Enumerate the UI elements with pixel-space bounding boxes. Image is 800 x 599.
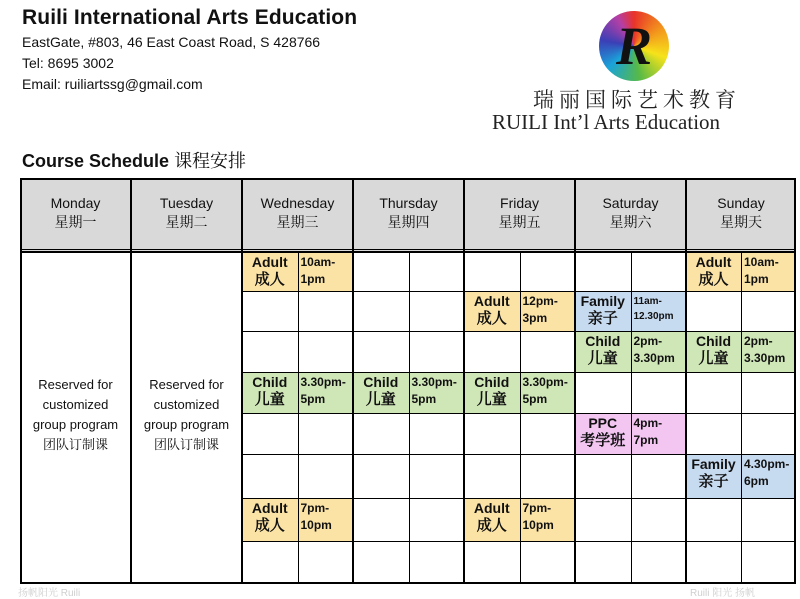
day-separator [352, 178, 354, 584]
day-name-cn: 星期二 [165, 214, 208, 230]
activity-cn: 考学班 [580, 432, 626, 449]
time-start: 7pm- [522, 501, 552, 515]
schedule-title-cn: 课程安排 [174, 151, 247, 171]
half-column-line [520, 252, 521, 584]
half-column-line [741, 252, 742, 584]
day-name-cn: 星期三 [276, 214, 319, 230]
reserved-line1: Reserved for [149, 377, 224, 392]
sun-adult-1-time [741, 252, 796, 291]
time-start: 7pm- [300, 501, 330, 515]
activity-cn: 儿童 [365, 391, 396, 408]
day-name-cn: 星期四 [387, 214, 430, 230]
day-name-cn: 星期六 [609, 214, 652, 230]
day-separator [463, 178, 465, 584]
wed-adult-2-activity [242, 498, 298, 541]
time-end: 10pm [300, 518, 332, 532]
activity-en: Child [363, 374, 399, 390]
time-end: 10pm [522, 518, 554, 532]
activity-en: Child [696, 333, 731, 349]
sun-family-1-activity [686, 454, 741, 498]
sat-child-1-time [631, 331, 687, 372]
logo-chinese-name: 瑞丽国际艺术教育 [533, 88, 741, 112]
day-name-en: Saturday [602, 195, 659, 211]
wed-child-1-time [298, 372, 354, 413]
activity-cn: 成人 [476, 310, 507, 327]
thu-child-1-activity [353, 372, 409, 413]
day-name-cn: 星期天 [720, 214, 762, 230]
fri-adult-1-activity [464, 291, 520, 331]
day-name-en: Thursday [379, 195, 438, 211]
sat-ppc-1-time [631, 413, 687, 454]
sun-family-1-time [741, 454, 796, 498]
day-name-en: Friday [500, 195, 539, 211]
time-start: 4.30pm- [744, 457, 790, 471]
reserved-line2: customized [42, 397, 109, 412]
day-header-sunday [686, 178, 796, 252]
activity-en: Family [580, 293, 625, 309]
time-end: 7pm [633, 433, 659, 447]
time-end: 1pm [300, 272, 326, 286]
thu-child-1-time [409, 372, 465, 413]
sat-ppc-1-activity [575, 413, 631, 454]
slot-row-line [242, 291, 796, 292]
day-header-friday [464, 178, 575, 252]
day-separator [574, 178, 576, 584]
day-separator [241, 178, 243, 584]
activity-en: Adult [473, 293, 510, 309]
fri-child-1-time [520, 372, 576, 413]
wed-adult-2-time [298, 498, 354, 541]
schedule-title [22, 147, 246, 173]
activity-en: Adult [251, 254, 288, 270]
day-separator [685, 178, 687, 584]
time-start: 2pm- [633, 334, 663, 348]
reserved-line2: customized [153, 397, 220, 412]
time-end: 5pm [411, 392, 437, 406]
reserved-cell-monday [20, 252, 131, 584]
time-end: 5pm [300, 392, 326, 406]
reserved-line4: 团队订制课 [42, 437, 108, 452]
day-header-wednesday [242, 178, 353, 252]
slot-row-line [242, 498, 796, 499]
slot-row-line [242, 372, 796, 373]
time-end: 3.30pm [633, 351, 675, 365]
time-end: 3.30pm [744, 351, 786, 365]
sun-child-1-activity [686, 331, 741, 372]
activity-cn: 成人 [254, 271, 285, 288]
day-name-cn: 星期五 [498, 214, 541, 230]
table-border-right [794, 178, 796, 584]
activity-en: Adult [695, 254, 732, 270]
contact-header [22, 6, 357, 93]
activity-cn: 儿童 [698, 350, 729, 367]
fri-child-1-activity [464, 372, 520, 413]
watermark-right: Ruili 阳光 扬帆 [690, 588, 756, 599]
time-start: 3.30pm- [300, 375, 346, 389]
wed-child-1-activity [242, 372, 298, 413]
logo-letter: R [615, 16, 653, 76]
activity-en: PPC [588, 415, 618, 431]
activity-en: Adult [473, 500, 510, 516]
time-end: 3pm [522, 311, 548, 325]
logo-english-name: RUILI Int’l Arts Education [492, 110, 721, 134]
watermark-left: 扬帆阳光 Ruili [18, 588, 81, 599]
day-name-en: Monday [50, 195, 101, 211]
schedule-table [20, 178, 796, 584]
day-separator [130, 178, 132, 584]
day-name-en: Sunday [717, 195, 765, 211]
activity-cn: 儿童 [254, 391, 285, 408]
day-name-cn: 星期一 [54, 214, 97, 230]
reserved-line1: Reserved for [38, 377, 113, 392]
time-start: 3.30pm- [522, 375, 568, 389]
time-start: 12pm- [522, 294, 558, 308]
activity-cn: 成人 [254, 517, 285, 534]
day-header-thursday [353, 178, 464, 252]
reserved-cell-tuesday [131, 252, 242, 584]
activity-en: Adult [251, 500, 288, 516]
activity-en: Child [252, 374, 288, 390]
time-start: 3.30pm- [411, 375, 457, 389]
slot-row-line [242, 541, 796, 542]
day-name-en: Wednesday [260, 195, 335, 211]
day-name-en: Tuesday [159, 195, 214, 211]
time-end: 5pm [522, 392, 548, 406]
time-start: 10am- [300, 255, 336, 269]
slot-row-line [242, 454, 796, 455]
wed-adult-1-time [298, 252, 354, 291]
sun-child-1-time [741, 331, 796, 372]
sat-family-1-activity [575, 291, 631, 331]
half-column-line [631, 252, 632, 584]
fri-adult-2-activity [464, 498, 520, 541]
organization-name: Ruili International Arts Education [22, 6, 358, 29]
activity-en: Family [691, 456, 736, 472]
header-rule-a [20, 249, 796, 250]
wed-adult-1-activity [242, 252, 298, 291]
fri-adult-2-time [520, 498, 576, 541]
fri-adult-1-time [520, 291, 576, 331]
slot-row-line [242, 413, 796, 414]
time-start: 4pm- [633, 416, 663, 430]
activity-cn: 儿童 [587, 350, 618, 367]
time-start: 10am- [744, 255, 779, 269]
time-start: 2pm- [744, 334, 773, 348]
reserved-line3: group program [32, 417, 119, 432]
activity-cn: 成人 [476, 517, 507, 534]
activity-en: Child [585, 333, 621, 349]
telephone-line: Tel: 8695 3002 [22, 55, 114, 71]
activity-en: Child [474, 374, 510, 390]
activity-cn: 儿童 [476, 391, 507, 408]
day-header-saturday [575, 178, 686, 252]
half-column-line [409, 252, 410, 584]
email-line: Email: ruiliartssg@gmail.com [22, 76, 203, 92]
time-end: 12.30pm [633, 311, 674, 322]
sun-adult-1-activity [686, 252, 741, 291]
reserved-line3: group program [143, 417, 230, 432]
day-header-tuesday [131, 178, 242, 252]
address-line: EastGate, #803, 46 East Coast Road, S 428766 [22, 34, 321, 50]
time-start: 11am- [633, 296, 662, 307]
sat-child-1-activity [575, 331, 631, 372]
slot-row-line [242, 331, 796, 332]
schedule-title-en: Course Schedule [22, 151, 170, 171]
reserved-line4: 团队订制课 [153, 437, 219, 452]
table-border-left [20, 178, 22, 584]
activity-cn: 亲子 [698, 473, 729, 490]
sat-family-1-time [631, 291, 687, 331]
time-end: 6pm [744, 474, 769, 488]
day-header-monday [20, 178, 131, 252]
activity-cn: 成人 [698, 271, 729, 288]
activity-cn: 亲子 [587, 310, 618, 327]
time-end: 1pm [744, 272, 769, 286]
table-border-top [20, 178, 796, 180]
half-column-line [298, 252, 299, 584]
